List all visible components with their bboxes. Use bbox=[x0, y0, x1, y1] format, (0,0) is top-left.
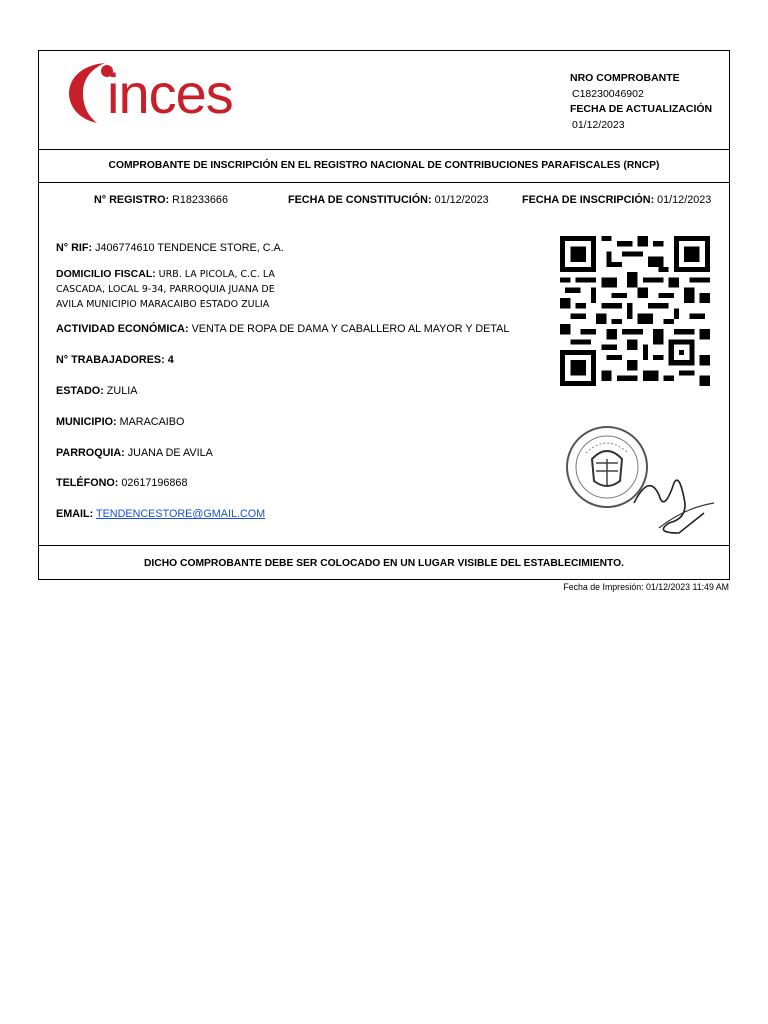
email-field bbox=[56, 508, 265, 520]
fecha-inscripcion bbox=[522, 194, 711, 206]
domicilio-line3: AVILA MUNICIPIO MARACAIBO ESTADO ZULIA bbox=[56, 299, 270, 310]
rif-value: J406774610 TENDENCE STORE, C.A. bbox=[95, 242, 284, 254]
constitucion-value: 01/12/2023 bbox=[434, 194, 489, 206]
telefono-field bbox=[56, 477, 187, 489]
nro-value: C18230046902 bbox=[572, 87, 644, 100]
telefono-value: 02617196868 bbox=[121, 477, 188, 489]
parroquia-label: PARROQUIA: bbox=[56, 447, 125, 459]
estado-field bbox=[56, 385, 137, 397]
trabajadores-label: N° TRABAJADORES: 4 bbox=[56, 354, 174, 366]
domicilio-field bbox=[56, 267, 316, 312]
trabajadores-field bbox=[56, 354, 174, 366]
fecha-act-label: FECHA DE ACTUALIZACIÓN bbox=[570, 103, 713, 115]
actividad-value: VENTA DE ROPA DE DAMA Y CABALLERO AL MAYOR Y DETAL bbox=[191, 323, 510, 335]
parroquia-field bbox=[56, 447, 213, 459]
print-date: Fecha de Impresión: 01/12/2023 11:49 AM bbox=[563, 582, 729, 592]
comprobante-info bbox=[570, 71, 712, 133]
domicilio-line1: URB. LA PICOLA, C.C. LA bbox=[158, 269, 275, 280]
document-title: COMPROBANTE DE INSCRIPCIÓN EN EL REGISTRO NACIONAL DE CONTRIBUCIONES PARAFISCALES (RNCP) bbox=[39, 149, 729, 183]
municipio-label: MUNICIPIO: bbox=[56, 416, 117, 428]
fecha-constitucion bbox=[288, 194, 489, 206]
document bbox=[38, 50, 730, 580]
domicilio-label: DOMICILIO FISCAL: bbox=[56, 268, 156, 280]
email-label: EMAIL: bbox=[56, 508, 94, 520]
actividad-label: ACTIVIDAD ECONÓMICA: bbox=[56, 323, 189, 335]
registro-value: R18233666 bbox=[172, 194, 228, 206]
domicilio-line2: CASCADA, LOCAL 9-34, PARROQUIA JUANA DE bbox=[56, 284, 275, 295]
nro-label: NRO COMPROBANTE bbox=[570, 72, 680, 84]
inscripcion-value: 01/12/2023 bbox=[657, 194, 712, 206]
inces-logo-icon bbox=[67, 57, 267, 127]
municipio-field bbox=[56, 416, 184, 428]
rif-field bbox=[56, 242, 284, 254]
estado-value: ZULIA bbox=[106, 385, 138, 397]
constitucion-label: FECHA DE CONSTITUCIÓN: bbox=[288, 194, 432, 206]
email-link[interactable]: TENDENCESTORE@GMAIL.COM bbox=[96, 508, 266, 520]
telefono-label: TELÉFONO: bbox=[56, 477, 119, 489]
inscripcion-label: FECHA DE INSCRIPCIÓN: bbox=[522, 194, 655, 206]
official-seal-icon bbox=[564, 423, 724, 543]
footer-notice: DICHO COMPROBANTE DEBE SER COLOCADO EN UN LUGAR VISIBLE DEL ESTABLECIMIENTO. bbox=[39, 545, 729, 581]
qr-code-icon bbox=[556, 236, 714, 386]
actividad-field bbox=[56, 323, 509, 335]
rif-label: N° RIF: bbox=[56, 242, 93, 254]
municipio-value: MARACAIBO bbox=[119, 416, 185, 428]
estado-label: ESTADO: bbox=[56, 385, 104, 397]
document-header bbox=[39, 51, 729, 150]
fecha-act-value: 01/12/2023 bbox=[572, 118, 625, 131]
parroquia-value: JUANA DE AVILA bbox=[127, 447, 213, 459]
registro bbox=[94, 194, 228, 206]
logo-text: inces bbox=[107, 62, 233, 125]
registro-label: N° REGISTRO: bbox=[94, 194, 170, 206]
